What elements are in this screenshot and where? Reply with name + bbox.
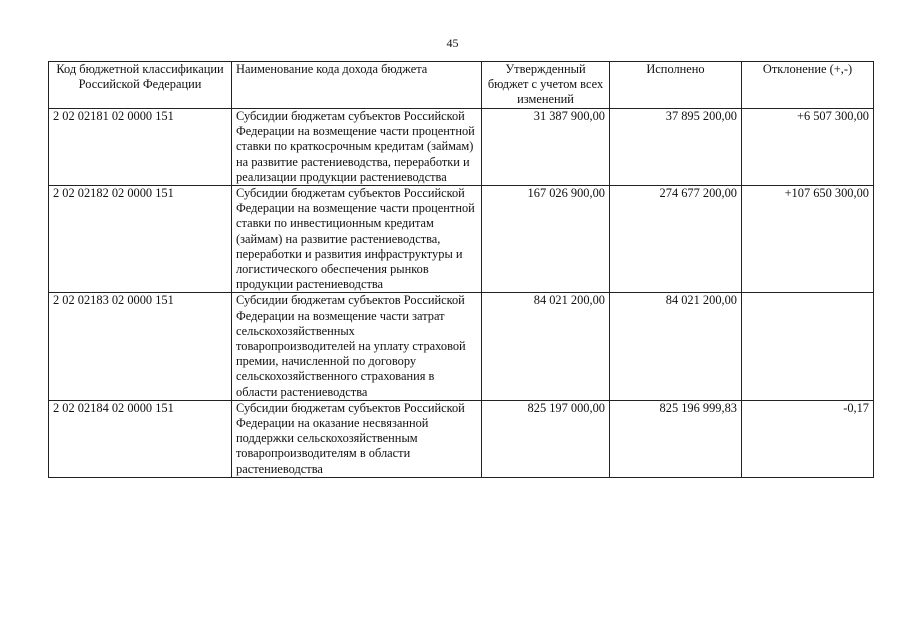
header-name: Наименование кода дохода бюджета <box>232 62 482 109</box>
row-executed: 37 895 200,00 <box>610 109 742 186</box>
row-code: 2 02 02184 02 0000 151 <box>49 400 232 477</box>
row-executed: 274 677 200,00 <box>610 186 742 293</box>
row-approved: 31 387 900,00 <box>482 109 610 186</box>
table-row <box>49 293 874 400</box>
row-code: 2 02 02181 02 0000 151 <box>49 109 232 186</box>
header-approved: Утвержденный бюджет с учетом всех изменений <box>482 62 610 109</box>
row-approved: 167 026 900,00 <box>482 186 610 293</box>
table-header-row <box>49 62 874 109</box>
row-executed: 825 196 999,83 <box>610 400 742 477</box>
budget-revenue-table <box>48 61 874 478</box>
table-row <box>49 186 874 293</box>
row-deviation: +107 650 300,00 <box>742 186 874 293</box>
row-name: Субсидии бюджетам субъектов Российской Федерации на возмещение части процентной ставки по краткосрочным кредитам (займам) на развитие растениеводства, переработки и реализации продукции растениеводства <box>232 109 482 186</box>
row-name: Субсидии бюджетам субъектов Российской Федерации на возмещение части затрат сельскохозяйственных товаропроизводителей на уплату страховой премии, начисленной по договору сельскохозяйственного страхования в области растениеводства <box>232 293 482 400</box>
row-code: 2 02 02183 02 0000 151 <box>49 293 232 400</box>
table-row <box>49 400 874 477</box>
row-code: 2 02 02182 02 0000 151 <box>49 186 232 293</box>
row-deviation <box>742 293 874 400</box>
header-deviation: Отклонение (+,-) <box>742 62 874 109</box>
row-name: Субсидии бюджетам субъектов Российской Федерации на возмещение части процентной ставки по инвестиционным кредитам (займам) на развитие растениеводства, переработки и развития инфраструктуры и логистического обеспечения рынков продукции растениеводства <box>232 186 482 293</box>
row-approved: 84 021 200,00 <box>482 293 610 400</box>
row-approved: 825 197 000,00 <box>482 400 610 477</box>
page-number: 45 <box>446 36 459 50</box>
row-name: Субсидии бюджетам субъектов Российской Федерации на оказание несвязанной поддержки сельскохозяйственным товаропроизводителям в области растениеводства <box>232 400 482 477</box>
row-deviation: -0,17 <box>742 400 874 477</box>
header-executed: Исполнено <box>610 62 742 109</box>
row-executed: 84 021 200,00 <box>610 293 742 400</box>
row-deviation: +6 507 300,00 <box>742 109 874 186</box>
table-row <box>49 109 874 186</box>
header-code: Код бюджетной классификации Российской Федерации <box>49 62 232 109</box>
